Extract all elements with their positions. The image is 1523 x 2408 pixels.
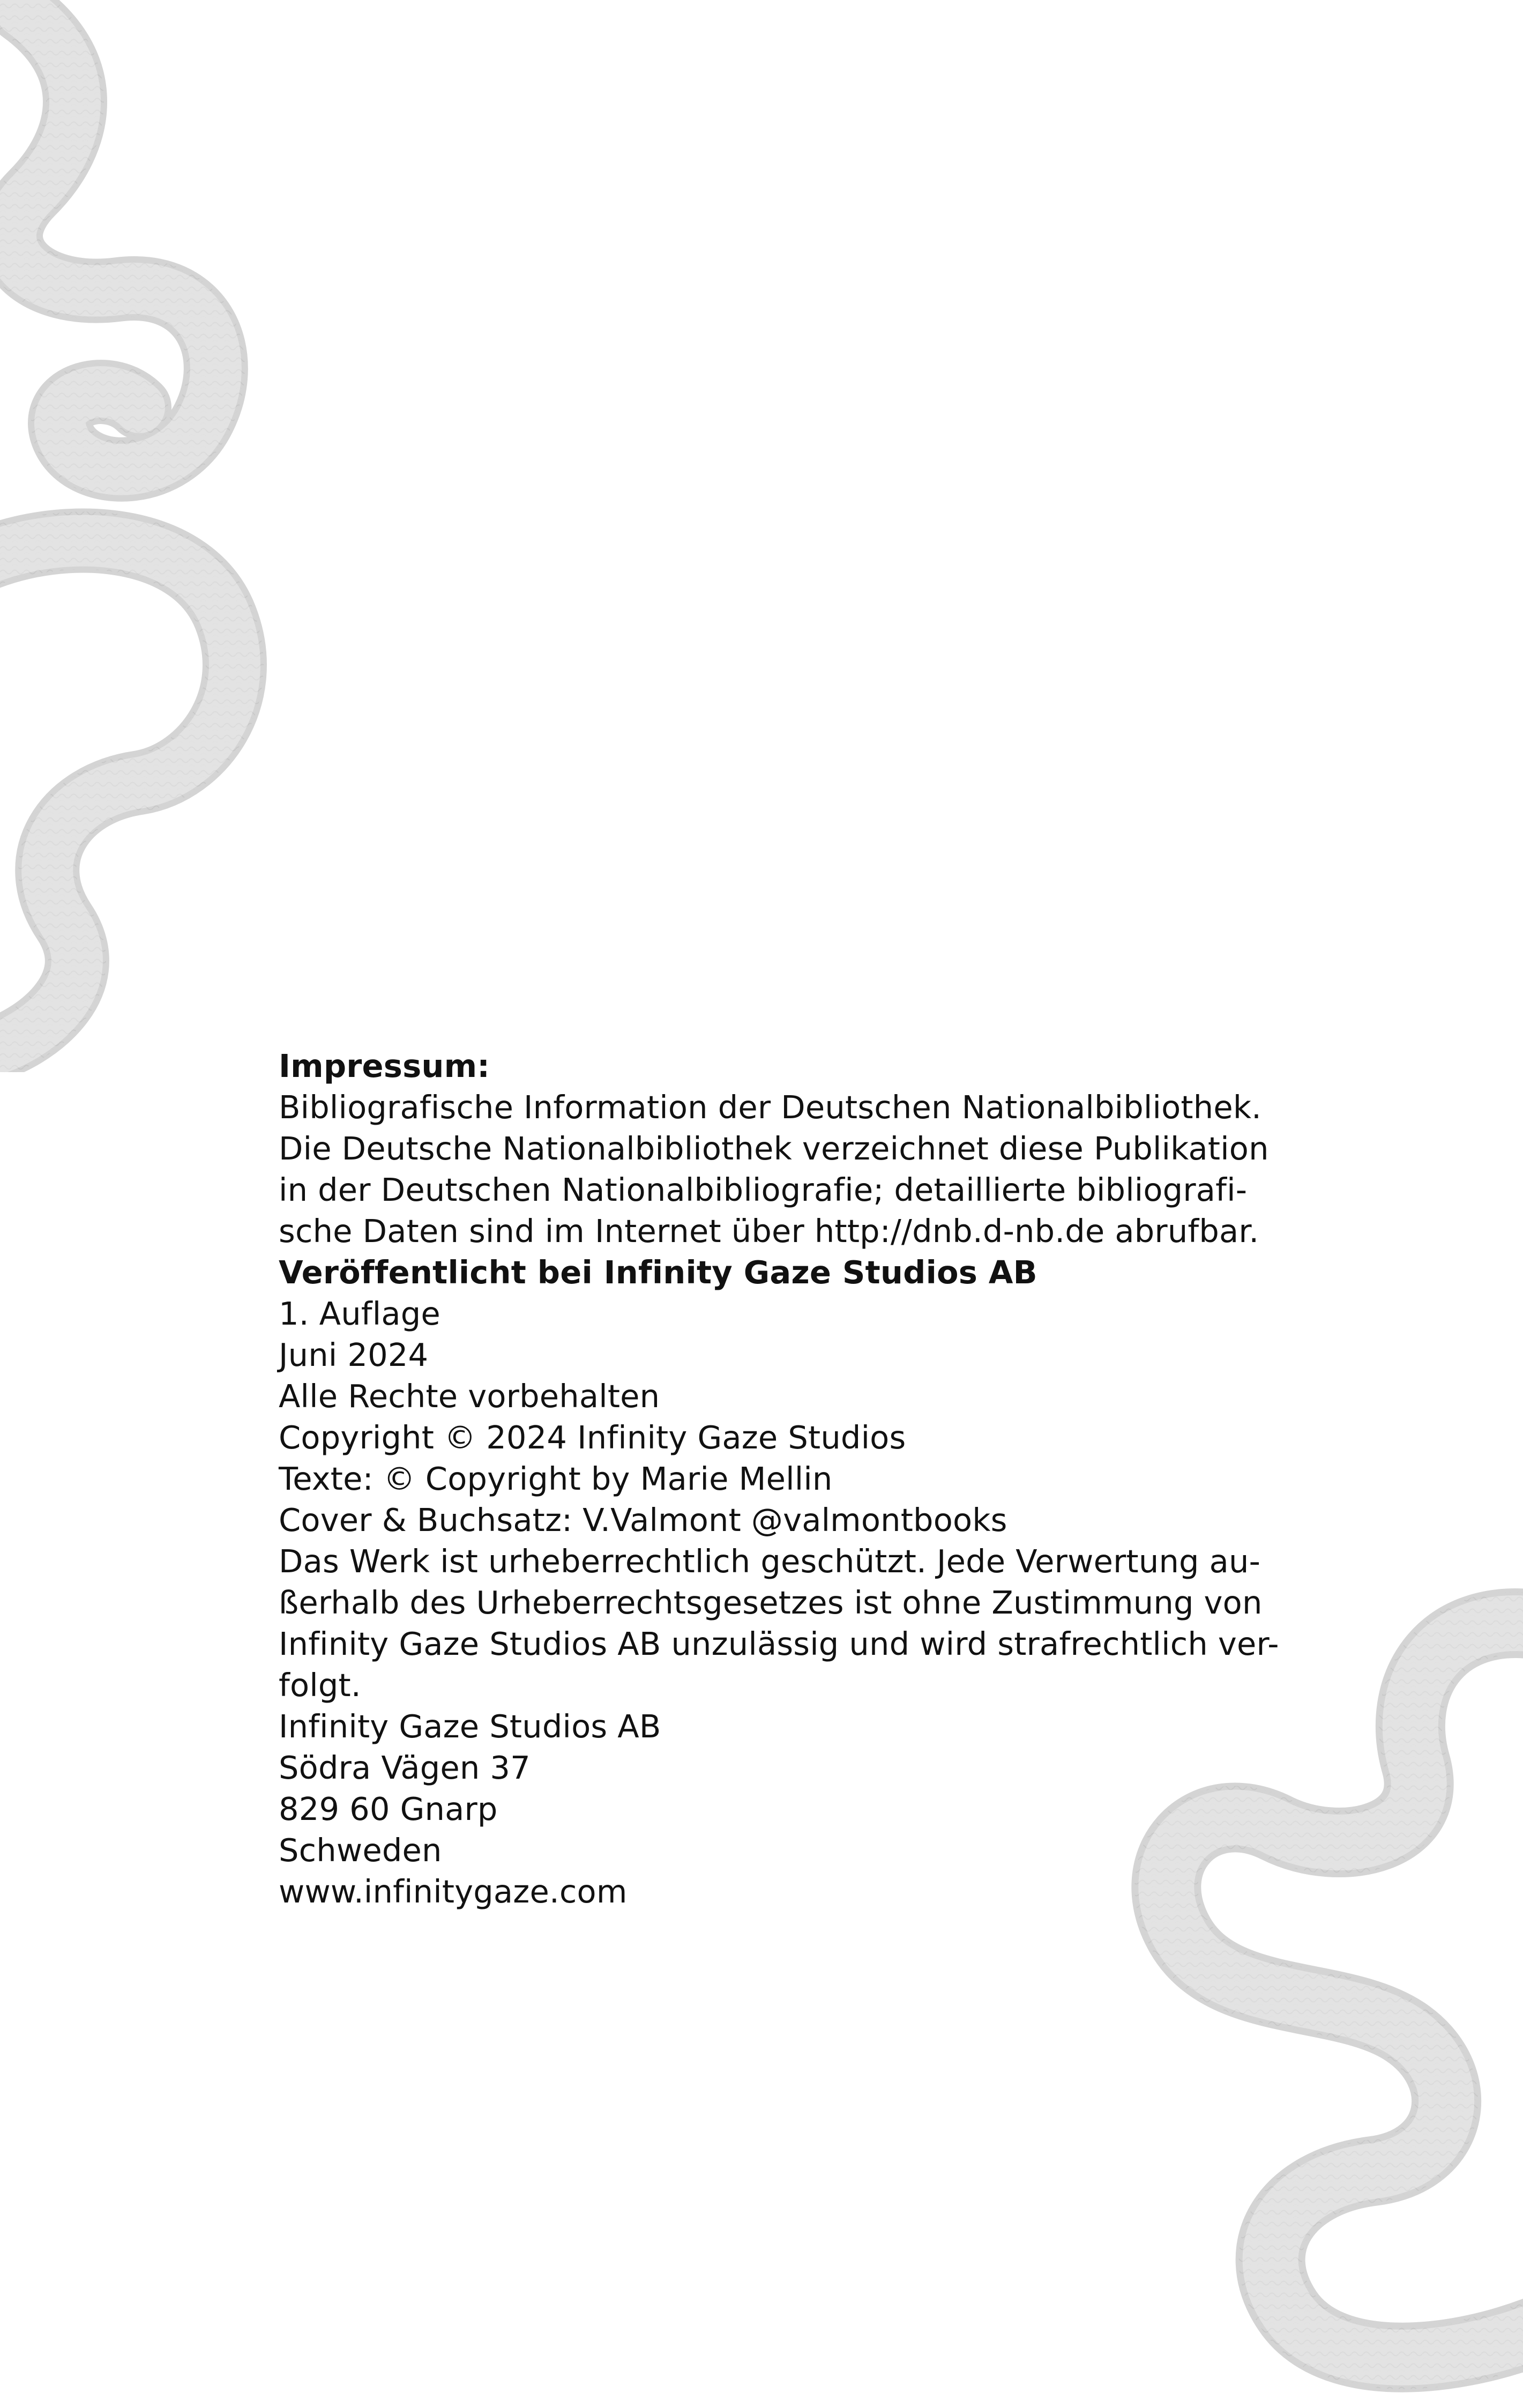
legal-line-4: folgt. xyxy=(279,1667,361,1704)
legal-line-1: Das Werk ist urheberrechtlich geschützt. Jede Verwertung au- xyxy=(279,1543,1261,1580)
edition-line: 1. Auflage xyxy=(279,1295,441,1332)
bibliography-line-1: Bibliografische Information der Deutschen Nationalbibliothek. xyxy=(279,1089,1262,1126)
snake-illustration-left xyxy=(0,0,279,1072)
imprint-heading: Impressum: xyxy=(279,1047,490,1084)
bibliography-line-2: Die Deutsche Nationalbibliothek verzeichnet diese Publikation xyxy=(279,1130,1269,1167)
address-street: Södra Vägen 37 xyxy=(279,1749,531,1786)
date-line: Juni 2024 xyxy=(279,1336,429,1373)
legal-line-3: Infinity Gaze Studios AB unzulässig und wird strafrechtlich ver- xyxy=(279,1625,1279,1662)
bibliography-line-4: sche Daten sind im Internet über http://dnb.d-nb.de abrufbar. xyxy=(279,1213,1259,1250)
website-link: www.infinitygaze.com xyxy=(279,1873,628,1910)
bibliography-line-3: in der Deutschen Nationalbibliografie; detaillierte bibliografi- xyxy=(279,1171,1248,1208)
imprint-block xyxy=(279,1045,1297,1912)
address-country: Schweden xyxy=(279,1832,442,1869)
copyright-line: Copyright © 2024 Infinity Gaze Studios xyxy=(279,1419,906,1456)
cover-credit-line: Cover & Buchsatz: V.Valmont @valmontbooks xyxy=(279,1502,1007,1539)
address-postal-city: 829 60 Gnarp xyxy=(279,1790,498,1827)
address-company: Infinity Gaze Studios AB xyxy=(279,1708,661,1745)
publisher-line: Veröffentlicht bei Infinity Gaze Studios AB xyxy=(279,1254,1037,1291)
texts-copyright-line: Texte: © Copyright by Marie Mellin xyxy=(279,1460,833,1497)
legal-line-2: ßerhalb des Urheberrechtsgesetzes ist ohne Zustimmung von xyxy=(279,1584,1263,1621)
rights-line: Alle Rechte vorbehalten xyxy=(279,1378,660,1415)
